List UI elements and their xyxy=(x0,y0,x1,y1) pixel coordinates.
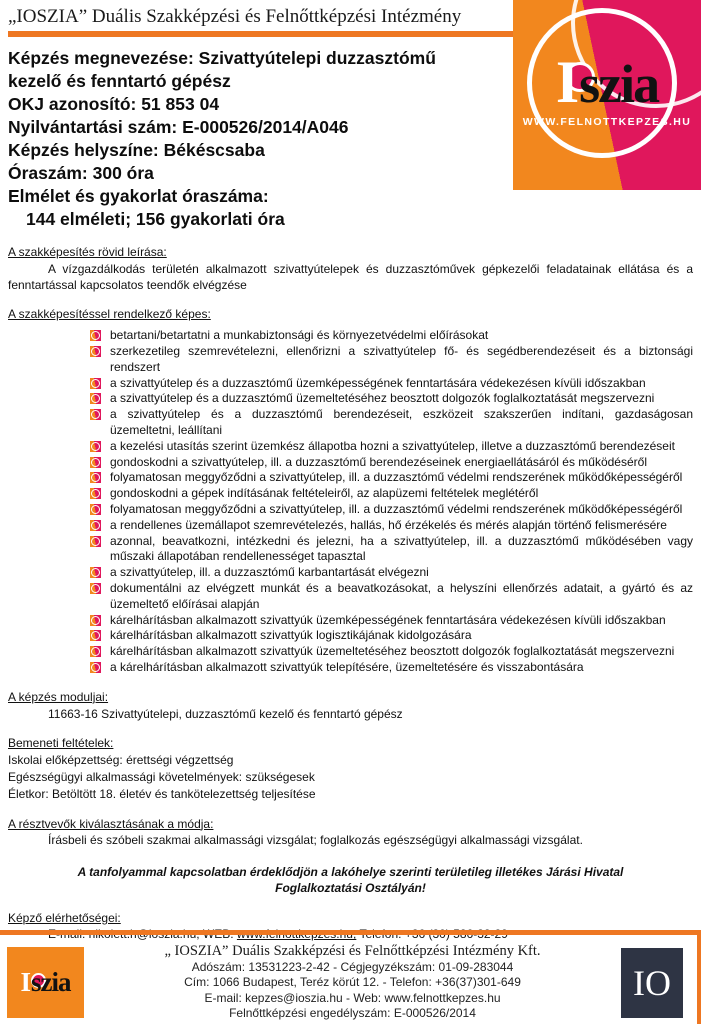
ioszia-bullet-icon xyxy=(90,630,101,641)
ioszia-bullet-icon xyxy=(90,472,101,483)
footer-logo-letters-szia: szia xyxy=(31,967,71,998)
footer-logo-wordmark xyxy=(20,969,70,996)
list-item: a kárelhárításban alkalmazott szivattyúk telepítésére, üzemeltetésére és visszabontására xyxy=(90,660,693,676)
ioszia-footer-logo xyxy=(7,947,84,1018)
ioszia-bullet-icon xyxy=(90,504,101,515)
section-heading-modules: A képzés moduljai: xyxy=(8,689,109,704)
entry-requirement-education: Iskolai előképzettség: érettségi végzettség xyxy=(8,753,234,768)
okj-id: OKJ azonosító: 51 853 04 xyxy=(8,94,220,114)
entry-requirement-age: Életkor: Betöltött 18. életév és tankötelezettség teljesítése xyxy=(8,786,316,801)
logo-wordmark xyxy=(513,49,701,115)
capabilities-list xyxy=(8,328,693,676)
section-heading-capabilities: A szakképesítéssel rendelkező képes: xyxy=(8,307,211,322)
footer-email-web: E-mail: kepzes@ioszia.hu - Web: www.felnottkepzes.hu xyxy=(204,990,501,1005)
list-item: kárelhárításban alkalmazott szivattyúk üzemképességének fenntartására védekezésen kívüli időszakban xyxy=(90,613,693,629)
footer-tax-registry: Adószám: 13531223-2-42 - Cégjegyzékszám: 01-09-283044 xyxy=(191,959,514,974)
list-item: kárelhárításban alkalmazott szivattyúk üzemeltetéséhez beosztott dolgozók foglalkoztatását megszervezni xyxy=(90,644,693,660)
logo-letter-i: I xyxy=(555,49,580,115)
selection-method-text: Írásbeli és szóbeli szakmai alkalmassági vizsgálat; foglalkozás egészségügyi alkalmassági vizsgálat. xyxy=(48,833,583,848)
ioszia-bullet-icon xyxy=(90,488,101,499)
footer-company-details xyxy=(84,944,621,1022)
enrollment-notice: A tanfolyammal kapcsolatban érdeklődjön a lakóhelye szerinti területileg illetékes Járási Hivatal Foglalkoztatási Osztályán! xyxy=(77,865,624,895)
module-item: 11663-16 Szivattyútelepi, duzzasztómű kezelő és fenntartó gépész xyxy=(48,706,403,721)
list-item: betartani/betartatni a munkabiztonsági és környezetvédelmi előírásokat xyxy=(90,328,693,344)
footer-company-name: „ IOSZIA” Duális Szakképzési és Felnőttképzési Intézmény Kft. xyxy=(164,943,541,959)
section-heading-selection-method: A résztvevők kiválasztásának a módja: xyxy=(8,816,214,831)
ioszia-bullet-icon xyxy=(90,662,101,673)
course-info xyxy=(8,47,508,231)
list-item: szerkezetileg szemrevételezni, ellenőrizni a szivattyútelep fő- és segédberendezéseit és a biztonsági rendszert xyxy=(90,344,693,376)
ioszia-bullet-icon xyxy=(90,346,101,357)
io-square-logo: IO xyxy=(621,948,683,1018)
list-item: gondoskodni a gépek indításának feltételeiről, az alapüzemi feltételek meglétéről xyxy=(90,486,693,502)
ioszia-bullet-icon xyxy=(90,646,101,657)
entry-requirement-health: Egészségügyi alkalmassági követelmények: szükségesek xyxy=(8,769,315,784)
list-item: folyamatosan meggyőződni a szivattyútelep, ill. a duzzasztómű védelmi rendszerének működőképességéről xyxy=(90,470,693,486)
list-item: a rendellenes üzemállapot szemrevételezés, hallás, hő érzékelés és mérés alapján történő felismerésére xyxy=(90,518,693,534)
ioszia-bullet-icon xyxy=(90,536,101,547)
course-name-line1: Képzés megnevezése: Szivattyútelepi duzzasztómű xyxy=(8,48,436,68)
list-item: dokumentálni az elvégzett munkát és a beavatkozásokat, a helyszíni ellenőrzés adatait, a gyártó és az üzemeltető előírásai alapján xyxy=(90,581,693,613)
footer-logo-letter-i: I xyxy=(20,967,31,998)
logo-url: WWW.FELNOTTKEPZES.HU xyxy=(522,116,692,128)
section-heading-contact: Képző elérhetőségei: xyxy=(8,910,121,925)
ioszia-bullet-icon xyxy=(90,378,101,389)
section-heading-short-description: A szakképesítés rövid leírása: xyxy=(8,245,167,259)
list-item: a szivattyútelep és a duzzasztómű üzemeltetéséhez beosztott dolgozók foglalkoztatását megszervezni xyxy=(90,391,693,407)
ioszia-logo xyxy=(513,0,701,190)
ioszia-bullet-icon xyxy=(90,409,101,420)
short-description-text: A vízgazdálkodás területén alkalmazott szivattyútelepek és duzzasztóművek gépkezelői feladatainak ellátása és a fenntartással kapcsolatos teendők elvégzése xyxy=(8,261,693,292)
header-divider xyxy=(8,31,514,37)
theory-practice-label: Elmélet és gyakorlat óraszáma: xyxy=(8,186,269,206)
page-footer xyxy=(0,930,701,1024)
list-item: a szivattyútelep, ill. a duzzasztómű karbantartását elvégezni xyxy=(90,565,693,581)
ioszia-bullet-icon xyxy=(90,441,101,452)
registration-number: Nyilvántartási szám: E-000526/2014/A046 xyxy=(8,117,349,137)
document-body xyxy=(8,245,693,943)
list-item: a szivattyútelep és a duzzasztómű üzemképességének fenntartására védekezésen kívüli időszakban xyxy=(90,376,693,392)
list-item: azonnal, beavatkozni, intézkedni és jelezni, ha a szivattyútelep, ill. a duzzasztómű működésében vagy műszaki állapotában rendellenességet tapasztal xyxy=(90,534,693,566)
footer-content xyxy=(0,935,701,1022)
ioszia-bullet-icon xyxy=(90,583,101,594)
ioszia-bullet-icon xyxy=(90,457,101,468)
logo-letters-szia: szia xyxy=(579,54,659,114)
list-item: gondoskodni a szivattyútelep, ill. a duzzasztómű berendezéseinek energiaellátásáról és működéséről xyxy=(90,455,693,471)
list-item: a kezelési utasítás szerint üzemkész állapotba hozni a szivattyútelep, illetve a duzzasztómű berendezéseit xyxy=(90,439,693,455)
footer-address-phone: Cím: 1066 Budapest, Teréz körút 12. - Telefon: +36(37)301-649 xyxy=(184,975,521,989)
ioszia-bullet-icon xyxy=(90,520,101,531)
list-item: kárelhárításban alkalmazott szivattyúk logisztikájának kidolgozására xyxy=(90,628,693,644)
ioszia-bullet-icon xyxy=(90,393,101,404)
course-location: Képzés helyszíne: Békéscsaba xyxy=(8,140,265,160)
course-hours: Óraszám: 300 óra xyxy=(8,163,154,183)
footer-license-number: Felnőttképzési engedélyszám: E-000526/2014 xyxy=(229,1006,476,1020)
theory-practice-hours: 144 elméleti; 156 gyakorlati óra xyxy=(26,209,285,229)
section-heading-entry-requirements: Bemeneti feltételek: xyxy=(8,736,114,751)
course-name-line2: kezelő és fenntartó gépész xyxy=(8,71,231,91)
list-item: a szivattyútelep és a duzzasztómű berendezéseit, eszközeit szakszerűen indítani, gazdaságosan üzemeltetni, leállítani xyxy=(90,407,693,439)
ioszia-bullet-icon xyxy=(90,330,101,341)
list-item: folyamatosan meggyőződni a szivattyútelep, ill. a duzzasztómű védelmi rendszerének működőképességéről xyxy=(90,502,693,518)
ioszia-bullet-icon xyxy=(90,615,101,626)
institution-title: „IOSZIA” Duális Szakképzési és Felnőttképzési Intézmény xyxy=(8,6,462,27)
ioszia-bullet-icon xyxy=(90,567,101,578)
footer-right-border xyxy=(697,930,701,1024)
